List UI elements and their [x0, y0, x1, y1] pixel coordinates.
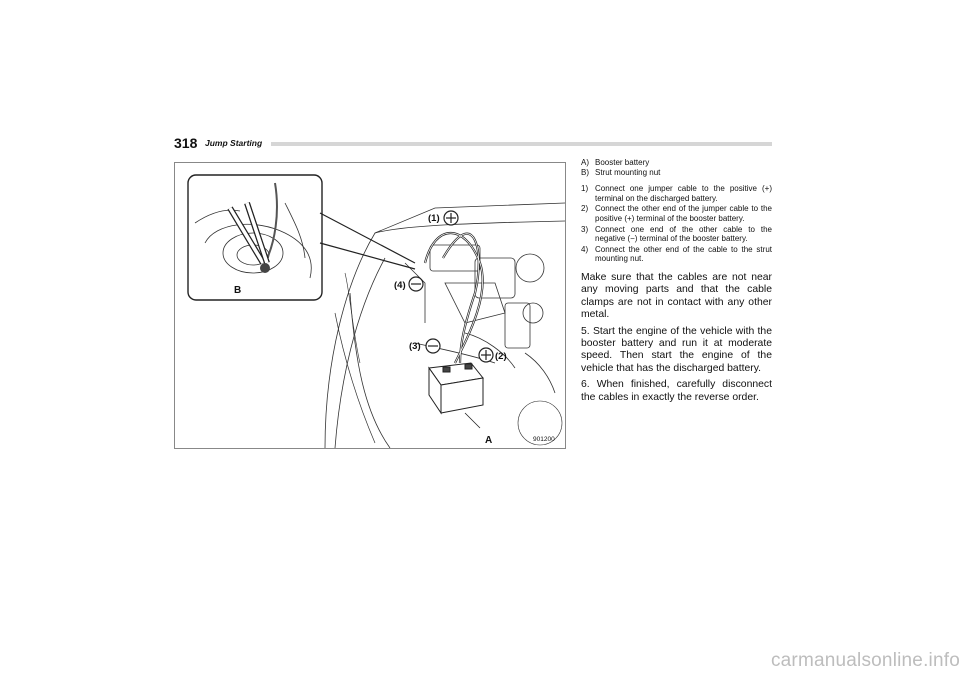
section-title: Jump Starting	[205, 138, 263, 148]
paragraph-step-5: 5. Start the engine of the vehicle with the booster battery and run it at moderate speed. Then start the engine of the vehicle that has the discharged battery.	[581, 325, 772, 374]
page-header	[174, 136, 772, 150]
strut-inset	[188, 175, 322, 300]
label-3: (3)	[409, 341, 421, 352]
legend-item: A) Booster battery	[581, 158, 650, 167]
step-item: 4) Connect the other end of the cable to the strut mounting nut.	[581, 244, 772, 264]
label-4: (4)	[394, 280, 406, 291]
engine-bay-drawing	[175, 163, 565, 448]
label-2: (2)	[495, 351, 507, 362]
label-booster-battery: A	[485, 435, 493, 446]
header-rule	[271, 142, 772, 146]
watermark: carmanualsonline.info	[770, 650, 960, 671]
paragraph-step-6: 6. When finished, carefully disconnect the cables in exactly the reverse order.	[581, 379, 772, 403]
text-column	[581, 158, 772, 408]
jump-start-illustration	[174, 162, 566, 449]
figure-code: 901200	[533, 436, 555, 443]
instructions-body	[581, 272, 772, 404]
step-item: 2) Connect the other end of the jumper cable to the positive (+) terminal of the booster battery.	[581, 204, 772, 223]
connection-steps	[581, 184, 772, 264]
legend-item: B) Strut mounting nut	[581, 167, 661, 177]
step-item: 3) Connect one end of the other cable to the negative (−) terminal of the booster battery.	[581, 224, 772, 244]
paragraph-cable-safety: Make sure that the cables are not near any moving parts and that the cable clamps are not in contact with any other metal.	[581, 271, 772, 321]
figure-legend	[581, 158, 772, 177]
label-1: (1)	[428, 213, 440, 224]
booster-battery	[429, 363, 483, 413]
label-strut-nut: B	[234, 285, 242, 296]
step-item: 1) Connect one jumper cable to the positive (+) terminal on the discharged battery.	[581, 184, 772, 203]
page-number: 318	[174, 135, 198, 151]
